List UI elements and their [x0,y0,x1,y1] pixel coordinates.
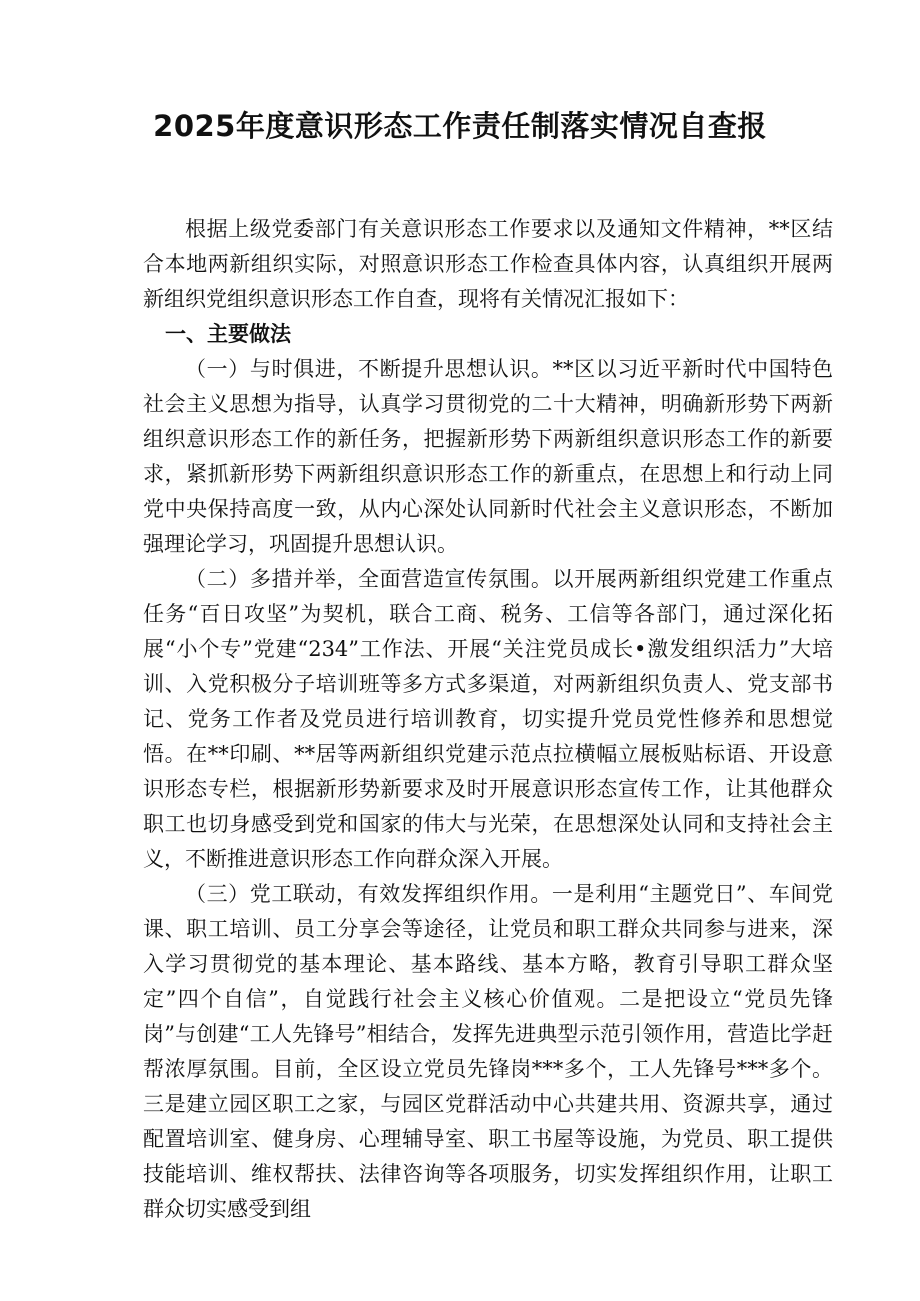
section-heading-main-practices: 一、主要做法 [165,322,291,346]
document-body [143,212,833,1227]
paragraph-3: （三）党工联动，有效发挥组织作用。一是利用“主题党日”、车间党课、职工培训、员工分享会等途径，让党员和职工群众共同参与进来，深入学习贯彻党的基本理论、基本路线、基本方略，教育引导职工群众坚定”四个自信”，自觉践行社会主义核心价值观。二是把设立“党员先锋岗”与创建“工人先锋号”相结合，发挥先进典型示范引领作用，营造比学赶帮浓厚氛围。目前，全区设立党员先锋岗***多个，工人先锋号***多个。三是建立园区职工之家，与园区党群活动中心共建共用、资源共享，通过配置培训室、健身房、心理辅导室、职工书屋等设施，为党员、职工提供技能培训、维权帮扶、法律咨询等各项服务，切实发挥组织作用，让职工群众切实感受到组 [143,882,833,1221]
intro-paragraph: 根据上级党委部门有关意识形态工作要求以及通知文件精神，**区结合本地两新组织实际，对照意识形态工作检查具体内容，认真组织开展两新组织党组织意识形态工作自查，现将有关情况汇报如下： [143,217,833,311]
document-title: 2025年度意识形态工作责任制落实情况自查报 [153,109,767,143]
paragraph-1: （一）与时俱进，不断提升思想认识。**区以习近平新时代中国特色社会主义思想为指导，认真学习贯彻党的二十大精神，明确新形势下两新组织意识形态工作的新任务，把握新形势下两新组织意识形态工作的新要求，紧抓新形势下两新组织意识形态工作的新重点，在思想上和行动上同党中央保持高度一致，从内心深处认同新时代社会主义意识形态，不断加强理论学习，巩固提升思想认识。 [143,357,833,556]
paragraph-2: （二）多措并举，全面营造宣传氛围。以开展两新组织党建工作重点任务“百日攻坚”为契机，联合工商、税务、工信等各部门，通过深化拓展“小个专”党建“234”工作法、开展“关注党员成长•激发组织活力”大培训、入党积极分子培训班等多方式多渠道，对两新组织负责人、党支部书记、党务工作者及党员进行培训教育，切实提升党员党性修养和思想觉悟。在**印刷、**居等两新组织党建示范点拉横幅立展板贴标语、开设意识形态专栏，根据新形势新要求及时开展意识形态宣传工作，让其他群众职工也切身感受到党和国家的伟大与光荣，在思想深处认同和支持社会主义，不断推进意识形态工作向群众深入开展。 [143,567,833,871]
